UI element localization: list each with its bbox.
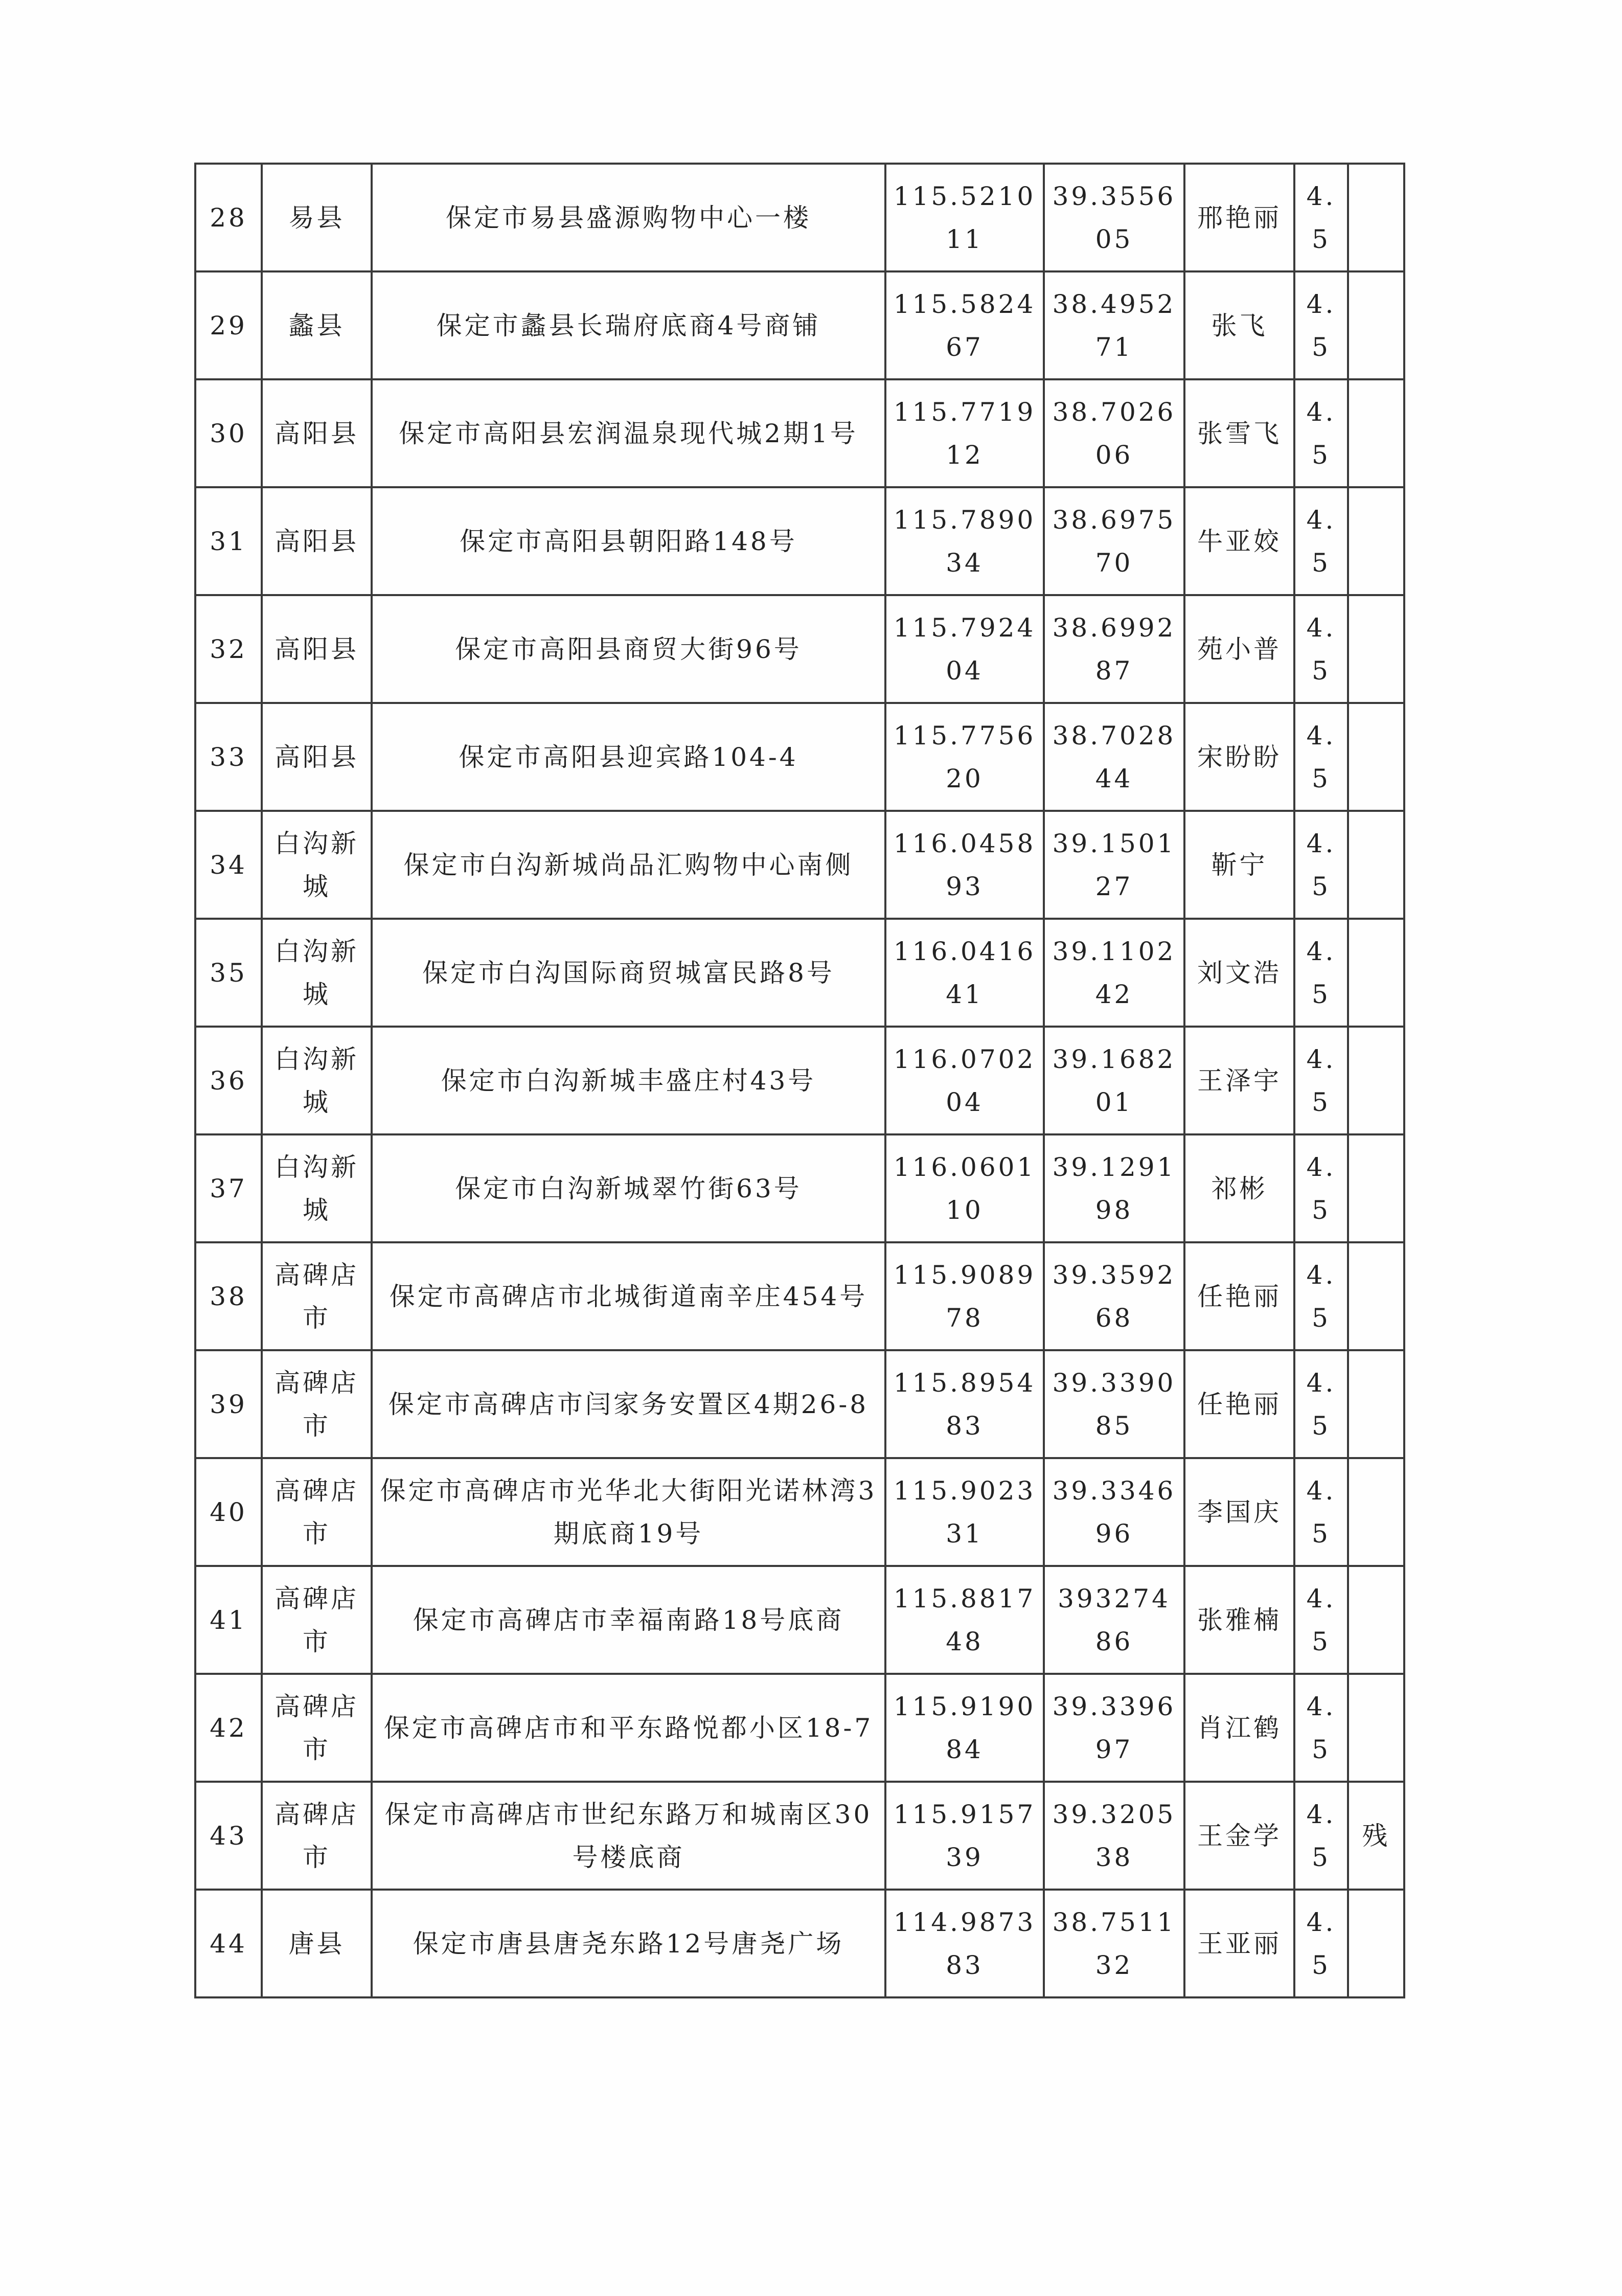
row-number-cell: 31 [195, 487, 262, 595]
longitude-cell: 115.789034 [885, 487, 1044, 595]
person-name-cell: 牛亚姣 [1184, 487, 1294, 595]
score-cell: 4.5 [1294, 379, 1348, 487]
county-cell: 白沟新城 [262, 1027, 372, 1134]
score-cell: 4.5 [1294, 271, 1348, 379]
person-name-cell: 邢艳丽 [1184, 164, 1294, 271]
person-name-cell: 肖江鹤 [1184, 1674, 1294, 1782]
score-cell: 4.5 [1294, 919, 1348, 1027]
latitude-cell: 39327486 [1044, 1566, 1184, 1674]
county-cell: 高阳县 [262, 487, 372, 595]
row-number-cell: 40 [195, 1458, 262, 1566]
latitude-cell: 39.339697 [1044, 1674, 1184, 1782]
score-cell: 4.5 [1294, 811, 1348, 919]
person-name-cell: 任艳丽 [1184, 1350, 1294, 1458]
row-number-cell: 28 [195, 164, 262, 271]
person-name-cell: 张飞 [1184, 271, 1294, 379]
note-cell [1348, 164, 1404, 271]
address-cell: 保定市白沟新城丰盛庄村43号 [372, 1027, 885, 1134]
score-cell: 4.5 [1294, 1890, 1348, 1997]
longitude-cell: 115.771912 [885, 379, 1044, 487]
row-number-cell: 39 [195, 1350, 262, 1458]
note-cell [1348, 1134, 1404, 1242]
address-cell: 保定市高碑店市世纪东路万和城南区30号楼底商 [372, 1782, 885, 1890]
score-cell: 4.5 [1294, 703, 1348, 811]
row-number-cell: 30 [195, 379, 262, 487]
county-cell: 蠡县 [262, 271, 372, 379]
note-cell [1348, 703, 1404, 811]
person-name-cell: 王金学 [1184, 1782, 1294, 1890]
person-name-cell: 张雪飞 [1184, 379, 1294, 487]
table-body [195, 164, 1404, 1997]
note-cell [1348, 595, 1404, 703]
address-cell: 保定市蠡县长瑞府底商4号商铺 [372, 271, 885, 379]
table-row [195, 703, 1404, 811]
latitude-cell: 39.339085 [1044, 1350, 1184, 1458]
latitude-cell: 39.129198 [1044, 1134, 1184, 1242]
note-cell [1348, 1350, 1404, 1458]
note-cell [1348, 919, 1404, 1027]
longitude-cell: 116.060110 [885, 1134, 1044, 1242]
longitude-cell: 115.775620 [885, 703, 1044, 811]
table-row [195, 1674, 1404, 1782]
address-cell: 保定市白沟新城翠竹街63号 [372, 1134, 885, 1242]
note-cell [1348, 1890, 1404, 1997]
person-name-cell: 祁彬 [1184, 1134, 1294, 1242]
table-row [195, 919, 1404, 1027]
address-cell: 保定市白沟国际商贸城富民路8号 [372, 919, 885, 1027]
row-number-cell: 43 [195, 1782, 262, 1890]
county-cell: 高阳县 [262, 379, 372, 487]
address-cell: 保定市高阳县迎宾路104-4 [372, 703, 885, 811]
table-row [195, 811, 1404, 919]
table-row [195, 1458, 1404, 1566]
latitude-cell: 39.359268 [1044, 1242, 1184, 1350]
county-cell: 高碑店市 [262, 1566, 372, 1674]
longitude-cell: 115.919084 [885, 1674, 1044, 1782]
latitude-cell: 38.697570 [1044, 487, 1184, 595]
score-cell: 4.5 [1294, 1674, 1348, 1782]
county-cell: 高碑店市 [262, 1674, 372, 1782]
table-row [195, 1134, 1404, 1242]
county-cell: 白沟新城 [262, 811, 372, 919]
row-number-cell: 29 [195, 271, 262, 379]
note-cell [1348, 271, 1404, 379]
score-cell: 4.5 [1294, 595, 1348, 703]
person-name-cell: 刘文浩 [1184, 919, 1294, 1027]
row-number-cell: 34 [195, 811, 262, 919]
table-row [195, 1027, 1404, 1134]
table-row [195, 1242, 1404, 1350]
county-cell: 易县 [262, 164, 372, 271]
note-cell [1348, 1566, 1404, 1674]
table-row [195, 1890, 1404, 1997]
row-number-cell: 38 [195, 1242, 262, 1350]
latitude-cell: 38.699287 [1044, 595, 1184, 703]
address-cell: 保定市高碑店市幸福南路18号底商 [372, 1566, 885, 1674]
row-number-cell: 44 [195, 1890, 262, 1997]
county-cell: 白沟新城 [262, 1134, 372, 1242]
address-cell: 保定市高阳县商贸大街96号 [372, 595, 885, 703]
note-cell [1348, 379, 1404, 487]
score-cell: 4.5 [1294, 164, 1348, 271]
county-cell: 高阳县 [262, 703, 372, 811]
address-cell: 保定市易县盛源购物中心一楼 [372, 164, 885, 271]
note-cell [1348, 811, 1404, 919]
note-cell [1348, 1674, 1404, 1782]
address-cell: 保定市高碑店市北城街道南辛庄454号 [372, 1242, 885, 1350]
latitude-cell: 39.150127 [1044, 811, 1184, 919]
table-row [195, 1350, 1404, 1458]
note-cell [1348, 1458, 1404, 1566]
address-cell: 保定市高碑店市闫家务安置区4期26-8 [372, 1350, 885, 1458]
note-cell: 残 [1348, 1782, 1404, 1890]
latitude-cell: 38.702844 [1044, 703, 1184, 811]
person-name-cell: 王亚丽 [1184, 1890, 1294, 1997]
person-name-cell: 任艳丽 [1184, 1242, 1294, 1350]
latitude-cell: 39.334696 [1044, 1458, 1184, 1566]
person-name-cell: 张雅楠 [1184, 1566, 1294, 1674]
row-number-cell: 36 [195, 1027, 262, 1134]
note-cell [1348, 1242, 1404, 1350]
latitude-cell: 39.355605 [1044, 164, 1184, 271]
row-number-cell: 32 [195, 595, 262, 703]
row-number-cell: 35 [195, 919, 262, 1027]
score-cell: 4.5 [1294, 487, 1348, 595]
county-cell: 高阳县 [262, 595, 372, 703]
table-row [195, 1782, 1404, 1890]
person-name-cell: 李国庆 [1184, 1458, 1294, 1566]
row-number-cell: 33 [195, 703, 262, 811]
longitude-cell: 115.582467 [885, 271, 1044, 379]
note-cell [1348, 1027, 1404, 1134]
address-cell: 保定市高阳县朝阳路148号 [372, 487, 885, 595]
latitude-cell: 38.495271 [1044, 271, 1184, 379]
table-row [195, 164, 1404, 271]
latitude-cell: 39.110242 [1044, 919, 1184, 1027]
latitude-cell: 38.702606 [1044, 379, 1184, 487]
note-cell [1348, 487, 1404, 595]
longitude-cell: 115.521011 [885, 164, 1044, 271]
address-cell: 保定市高碑店市光华北大街阳光诺林湾3期底商19号 [372, 1458, 885, 1566]
county-cell: 高碑店市 [262, 1782, 372, 1890]
longitude-cell: 115.915739 [885, 1782, 1044, 1890]
score-cell: 4.5 [1294, 1566, 1348, 1674]
table-row [195, 271, 1404, 379]
score-cell: 4.5 [1294, 1458, 1348, 1566]
person-name-cell: 苑小普 [1184, 595, 1294, 703]
longitude-cell: 116.045893 [885, 811, 1044, 919]
county-cell: 高碑店市 [262, 1242, 372, 1350]
latitude-cell: 39.320538 [1044, 1782, 1184, 1890]
score-cell: 4.5 [1294, 1350, 1348, 1458]
longitude-cell: 115.902331 [885, 1458, 1044, 1566]
latitude-cell: 39.168201 [1044, 1027, 1184, 1134]
row-number-cell: 42 [195, 1674, 262, 1782]
person-name-cell: 宋盼盼 [1184, 703, 1294, 811]
records-table [194, 163, 1405, 1998]
table-row [195, 1566, 1404, 1674]
longitude-cell: 116.041641 [885, 919, 1044, 1027]
longitude-cell: 115.881748 [885, 1566, 1044, 1674]
score-cell: 4.5 [1294, 1242, 1348, 1350]
county-cell: 高碑店市 [262, 1458, 372, 1566]
address-cell: 保定市唐县唐尧东路12号唐尧广场 [372, 1890, 885, 1997]
address-cell: 保定市高阳县宏润温泉现代城2期1号 [372, 379, 885, 487]
person-name-cell: 靳宁 [1184, 811, 1294, 919]
table-row [195, 379, 1404, 487]
address-cell: 保定市白沟新城尚品汇购物中心南侧 [372, 811, 885, 919]
score-cell: 4.5 [1294, 1027, 1348, 1134]
county-cell: 唐县 [262, 1890, 372, 1997]
table-row [195, 595, 1404, 703]
county-cell: 白沟新城 [262, 919, 372, 1027]
table-row [195, 487, 1404, 595]
row-number-cell: 41 [195, 1566, 262, 1674]
score-cell: 4.5 [1294, 1134, 1348, 1242]
latitude-cell: 38.751132 [1044, 1890, 1184, 1997]
longitude-cell: 115.908978 [885, 1242, 1044, 1350]
row-number-cell: 37 [195, 1134, 262, 1242]
longitude-cell: 115.792404 [885, 595, 1044, 703]
longitude-cell: 115.895483 [885, 1350, 1044, 1458]
score-cell: 4.5 [1294, 1782, 1348, 1890]
address-cell: 保定市高碑店市和平东路悦都小区18-7 [372, 1674, 885, 1782]
county-cell: 高碑店市 [262, 1350, 372, 1458]
person-name-cell: 王泽宇 [1184, 1027, 1294, 1134]
longitude-cell: 116.070204 [885, 1027, 1044, 1134]
longitude-cell: 114.987383 [885, 1890, 1044, 1997]
